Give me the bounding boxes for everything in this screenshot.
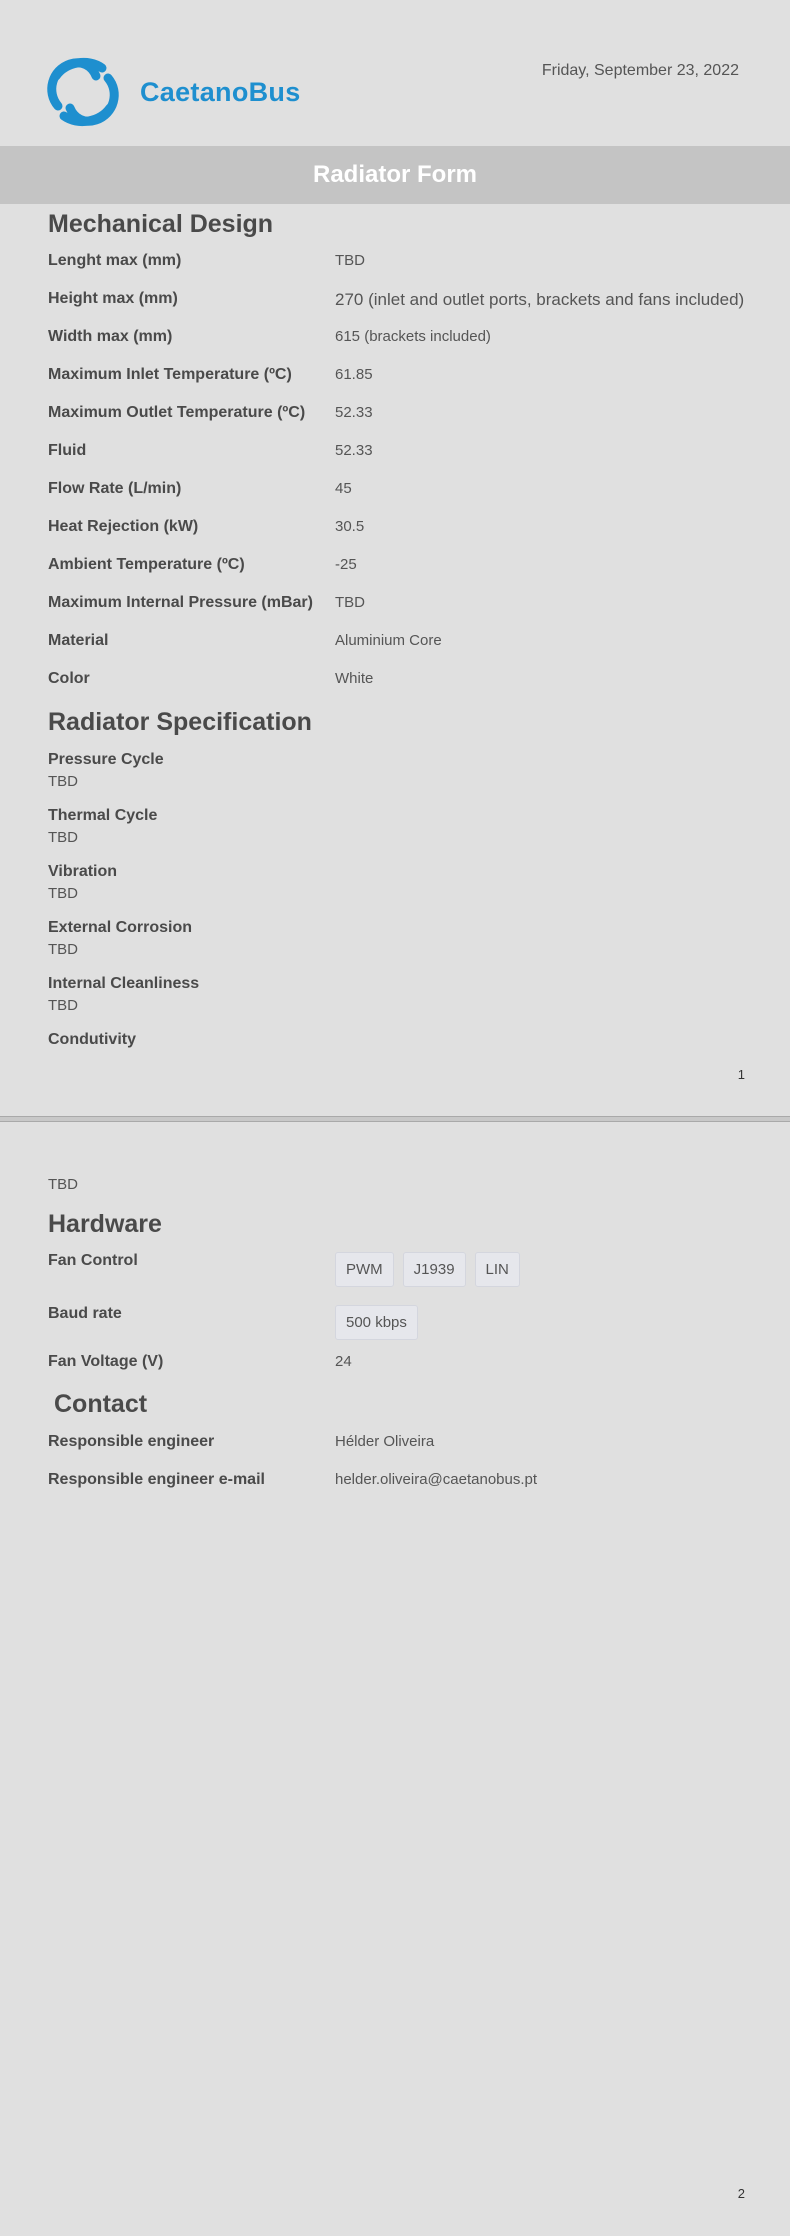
spec-label: External Corrosion — [48, 919, 193, 936]
row-max-internal-pressure — [48, 594, 748, 612]
field-value: 30.5 — [335, 518, 365, 535]
field-value: 615 (brackets included) — [335, 328, 491, 345]
tag-lin: LIN — [475, 1252, 520, 1287]
field-value: 52.33 — [335, 442, 373, 459]
field-label: Color — [48, 670, 90, 687]
field-label: Material — [48, 632, 109, 649]
row-flow-rate — [48, 480, 748, 498]
row-max-outlet-temp — [48, 404, 748, 422]
form-title-banner — [0, 146, 790, 204]
tag-j1939: J1939 — [403, 1252, 466, 1287]
field-value: -25 — [335, 556, 357, 573]
row-heat-rejection — [48, 518, 748, 536]
row-width-max — [48, 328, 748, 346]
row-color — [48, 670, 748, 688]
field-label: Responsible engineer — [48, 1433, 215, 1450]
spec-vibration — [48, 863, 117, 902]
row-fan-control — [48, 1252, 748, 1287]
section-title-contact: Contact — [54, 1390, 148, 1418]
field-label: Height max (mm) — [48, 290, 178, 307]
row-height-max — [48, 290, 748, 310]
form-title: Radiator Form — [312, 161, 477, 188]
field-label: Fan Control — [48, 1252, 138, 1269]
field-label: Maximum Outlet Temperature (ºC) — [48, 404, 306, 421]
row-length-max — [48, 252, 748, 270]
field-value: Hélder Oliveira — [335, 1433, 435, 1450]
field-label: Ambient Temperature (ºC) — [48, 556, 245, 573]
field-value: White — [335, 670, 374, 687]
field-value: helder.oliveira@caetanobus.pt — [335, 1471, 538, 1488]
field-value: 45 — [335, 480, 352, 497]
row-ambient-temp — [48, 556, 748, 574]
row-responsible-engineer — [48, 1433, 748, 1451]
spec-label: Thermal Cycle — [48, 807, 158, 824]
spec-value: TBD — [48, 829, 78, 846]
row-fan-voltage — [48, 1353, 748, 1371]
spec-value: TBD — [48, 773, 78, 790]
section-title-specification: Radiator Specification — [48, 708, 312, 736]
row-responsible-engineer-email — [48, 1471, 748, 1489]
spec-value: TBD — [48, 885, 78, 902]
spec-label: Condutivity — [48, 1031, 136, 1048]
field-value: 61.85 — [335, 366, 373, 383]
row-baud-rate — [48, 1305, 748, 1340]
brand-logo — [44, 56, 301, 128]
page-2 — [0, 1122, 790, 2236]
row-fluid — [48, 442, 748, 460]
spec-internal-cleanliness — [48, 975, 199, 1014]
section-title-hardware: Hardware — [48, 1210, 162, 1238]
field-label: Fan Voltage (V) — [48, 1353, 164, 1370]
page-1 — [0, 0, 790, 1116]
row-max-inlet-temp — [48, 366, 748, 384]
spec-label: Pressure Cycle — [48, 751, 164, 768]
field-label: Maximum Inlet Temperature (ºC) — [48, 366, 292, 383]
fan-control-tags — [335, 1252, 529, 1287]
field-label: Responsible engineer e-mail — [48, 1471, 265, 1488]
field-label: Heat Rejection (kW) — [48, 518, 199, 535]
tag-pwm: PWM — [335, 1252, 394, 1287]
field-label: Lenght max (mm) — [48, 252, 182, 269]
field-value: TBD — [335, 252, 365, 269]
spec-thermal-cycle — [48, 807, 157, 846]
caetanobus-logo-icon — [44, 56, 122, 128]
spec-label: Vibration — [48, 863, 118, 880]
spec-value: TBD — [48, 941, 78, 958]
field-label: Flow Rate (L/min) — [48, 480, 182, 497]
brand-name: CaetanoBus — [140, 76, 301, 107]
field-label: Maximum Internal Pressure (mBar) — [48, 594, 313, 611]
page-number: 2 — [737, 2186, 745, 2201]
page-number: 1 — [737, 1067, 745, 1082]
field-label: Fluid — [48, 442, 87, 459]
spec-external-corrosion — [48, 919, 192, 958]
spec-value: TBD — [48, 997, 78, 1014]
spec-pressure-cycle — [48, 751, 164, 790]
row-material — [48, 632, 748, 650]
section-title-mechanical: Mechanical Design — [48, 210, 274, 238]
field-value: 52.33 — [335, 404, 373, 421]
document-date: Friday, September 23, 2022 — [541, 62, 739, 79]
field-label: Width max (mm) — [48, 328, 173, 345]
field-value: 270 (inlet and outlet ports, brackets and fans included) — [335, 290, 745, 309]
field-value: Aluminium Core — [335, 632, 442, 649]
spec-value-condutivity: TBD — [48, 1176, 78, 1193]
field-value: TBD — [335, 594, 365, 611]
spec-condutivity — [48, 1031, 136, 1049]
field-label: Baud rate — [48, 1305, 122, 1322]
tag-baud-rate: 500 kbps — [335, 1305, 418, 1340]
field-value: 24 — [335, 1353, 352, 1370]
spec-label: Internal Cleanliness — [48, 975, 200, 992]
